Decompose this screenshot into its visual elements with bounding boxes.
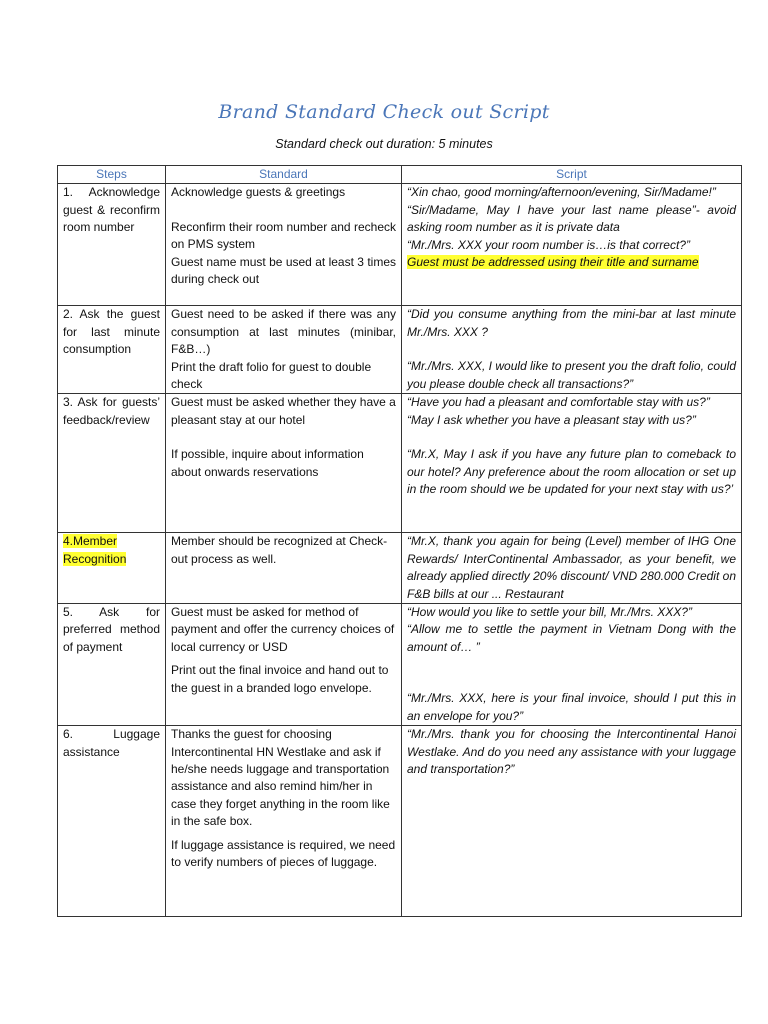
- script-text: “Allow me to settle the payment in Vietnam Dong with the amount of… ”: [407, 622, 736, 654]
- script-cell: [402, 533, 742, 604]
- table-row: [58, 533, 742, 604]
- table-header-row: [58, 166, 742, 184]
- standard-text: Guest need to be asked if there was any consumption at last minutes (minibar, F&B…): [171, 307, 396, 357]
- script-text: “Mr./Mrs. thank you for choosing the Intercontinental Hanoi Westlake. And do you need any assistance with your luggage and transportation?”: [407, 727, 736, 776]
- standard-text: If possible, inquire about information about onwards reservations: [171, 447, 364, 479]
- document-title: Brand Standard Check out Script: [218, 101, 550, 123]
- checkout-script-table: [57, 165, 742, 917]
- standard-cell: [166, 604, 402, 726]
- table-row: [58, 394, 742, 533]
- header-script: Script: [402, 166, 742, 184]
- standard-text: Member should be recognized at Check-out process as well.: [171, 534, 388, 566]
- script-text: “Did you consume anything from the mini-bar at last minute Mr./Mrs. XXX ?: [407, 307, 736, 339]
- script-text: “Mr./Mrs. XXX, I would like to present you the draft folio, could you please double check all transactions?”: [407, 359, 736, 391]
- standard-cell: [166, 726, 402, 917]
- table-row: [58, 184, 742, 306]
- standard-cell: [166, 533, 402, 604]
- script-text: “Sir/Madame, May I have your last name please”- avoid asking room number as it is private data: [407, 202, 736, 235]
- script-text: “Mr.X, thank you again for being (Level) member of IHG One Rewards/ InterContinental Ambassador, as your benefit, we already applied directly 20% discount/ VND 280.000 Credit on F&B bills at our ... Restaurant: [407, 534, 736, 601]
- highlighted-note: Guest must be addressed using their title and surname: [407, 255, 699, 270]
- table-row: [58, 604, 742, 726]
- standard-cell: [166, 394, 402, 533]
- step-cell: 3. Ask for guests’ feedback/review: [58, 394, 166, 533]
- standard-text: Print the draft folio for guest to double check: [171, 359, 372, 392]
- script-text: “Mr.X, May I ask if you have any future plan to comeback to our hotel? Any preference about the room allocation or set up in the room should we be updated for your next stay with us?’: [407, 447, 736, 497]
- script-cell: [402, 394, 742, 533]
- script-text: “May I ask whether you have a pleasant stay with us?”: [407, 412, 696, 427]
- script-text: “Mr./Mrs. XXX, here is your final invoice, should I put this in an envelope for you?”: [407, 691, 736, 723]
- standard-text: Guest name must be used at least 3 times during check out: [171, 254, 396, 287]
- script-cell: [402, 604, 742, 726]
- header-steps: Steps: [58, 166, 166, 184]
- standard-text: Guest must be asked whether they have a pleasant stay at our hotel: [171, 395, 396, 427]
- script-cell: [402, 726, 742, 917]
- standard-text: Print out the final invoice and hand out to the guest in a branded logo envelope.: [171, 663, 389, 695]
- script-text: “Have you had a pleasant and comfortable stay with us?”: [407, 395, 710, 410]
- highlighted-step: 4.Member Recognition: [63, 534, 127, 566]
- standard-text: Guest must be asked for method of payment and offer the currency choices of local currency or USD: [171, 605, 395, 654]
- step-cell: [58, 533, 166, 604]
- step-cell: 2. Ask the guest for last minute consumption: [58, 306, 166, 394]
- script-text: “How would you like to settle your bill, Mr./Mrs. XXX?”: [407, 605, 692, 620]
- step-cell: 5. Ask for preferred method of payment: [58, 604, 166, 726]
- script-text: “Mr./Mrs. XXX your room number is…is that correct?”: [407, 237, 690, 252]
- script-text: “Xin chao, good morning/afternoon/evening, Sir/Madame!”: [407, 185, 716, 200]
- document-subtitle: Standard check out duration: 5 minutes: [275, 137, 493, 151]
- header-standard: Standard: [166, 166, 402, 184]
- standard-text: Acknowledge guests & greetings: [171, 185, 346, 200]
- standard-text: Thanks the guest for choosing Intercontinental HN Westlake and ask if he/she needs luggage and transportation assistance and also remind him/her in case they forget anything in the room like in the safe box.: [171, 727, 390, 829]
- script-cell: [402, 306, 742, 394]
- step-cell: 1. Acknowledge guest & reconfirm room number: [58, 184, 166, 306]
- standard-cell: [166, 306, 402, 394]
- script-cell: [402, 184, 742, 306]
- standard-text: If luggage assistance is required, we need to verify numbers of pieces of luggage.: [171, 837, 396, 869]
- table-row: [58, 306, 742, 394]
- standard-cell: [166, 184, 402, 306]
- standard-text: Reconfirm their room number and recheck on PMS system: [171, 219, 396, 252]
- table-row: [58, 726, 742, 917]
- step-cell: 6. Luggage assistance: [58, 726, 166, 917]
